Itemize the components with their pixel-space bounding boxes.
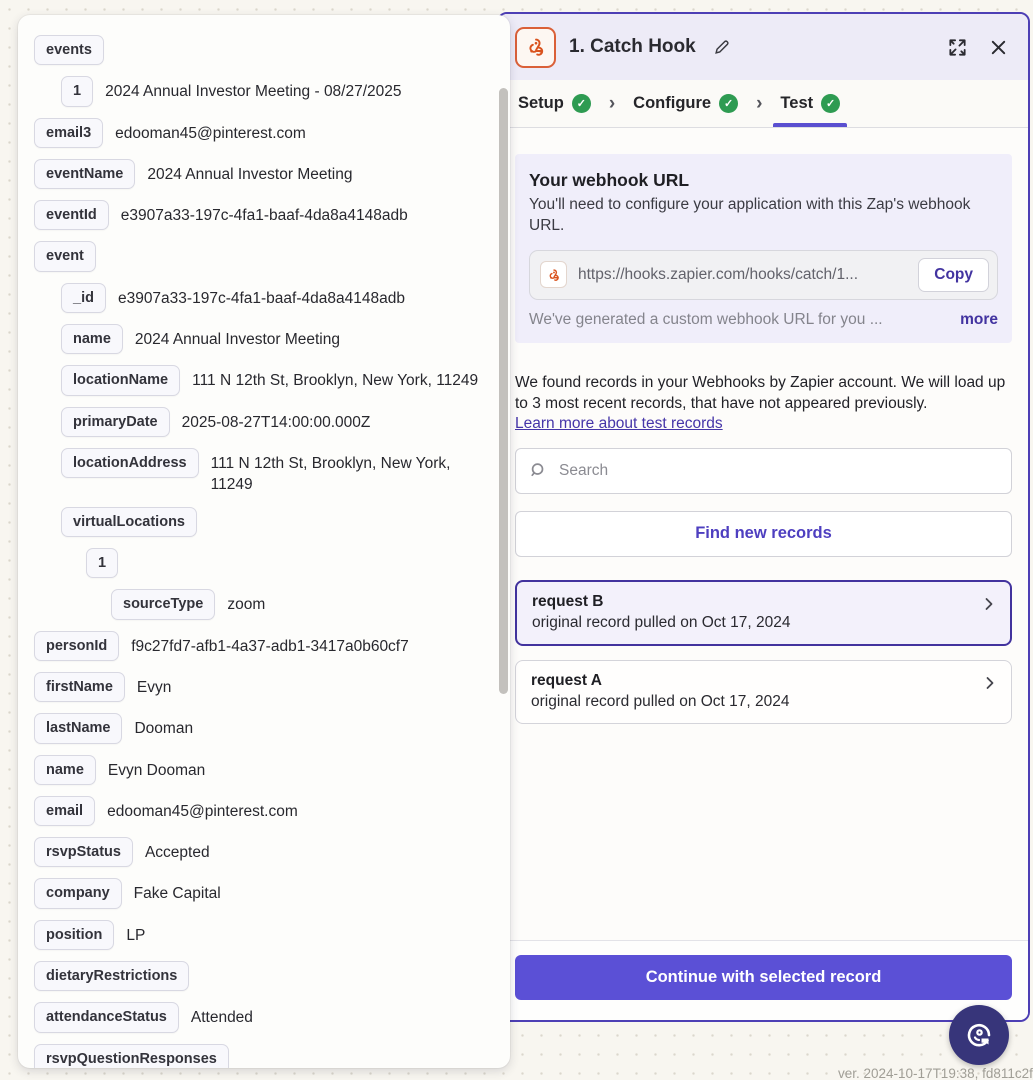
field-key-pill[interactable]: eventId	[34, 200, 109, 230]
record-field-row	[34, 796, 496, 826]
field-key-pill[interactable]: locationAddress	[61, 448, 199, 478]
search-input[interactable]	[559, 462, 998, 480]
record-field-row	[34, 241, 496, 271]
support-chat-button[interactable]	[949, 1005, 1009, 1065]
tab-configure[interactable]	[630, 80, 741, 127]
more-link[interactable]: more	[960, 310, 998, 328]
tab-setup[interactable]	[515, 80, 594, 127]
record-search	[515, 448, 1012, 494]
field-key-pill[interactable]: email	[34, 796, 95, 826]
tab-done-check-icon: ✓	[719, 94, 738, 113]
field-key-pill[interactable]: rsvpStatus	[34, 837, 133, 867]
rename-step-pencil-icon[interactable]	[709, 34, 735, 60]
field-value: f9c27fd7-afb1-4a37-adb1-3417a0b60cf7	[131, 637, 409, 655]
field-value: Evyn Dooman	[107, 761, 206, 779]
record-field-row	[34, 755, 496, 785]
webhook-url-value: https://hooks.zapier.com/hooks/catch/1...	[578, 265, 859, 283]
record-field-row	[34, 76, 496, 106]
tab-test[interactable]	[777, 80, 843, 127]
webhook-url-card	[515, 154, 1012, 343]
record-field-row	[34, 837, 496, 867]
scrollbar-thumb[interactable]	[499, 88, 508, 694]
panel-footer	[499, 940, 1028, 1020]
field-value: zoom	[227, 596, 266, 614]
field-key-pill[interactable]: name	[34, 755, 96, 785]
field-key-pill[interactable]: position	[34, 920, 114, 950]
record-subtitle: original record pulled on Oct 17, 2024	[532, 613, 791, 631]
record-field-row	[34, 200, 496, 230]
webhook-note: We've generated a custom webhook URL for you ...	[529, 310, 883, 328]
test-record-card[interactable]	[515, 580, 1012, 646]
field-key-pill[interactable]: dietaryRestrictions	[34, 961, 189, 991]
field-key-pill[interactable]: lastName	[34, 713, 122, 743]
record-field-row	[34, 35, 496, 65]
record-field-row	[34, 283, 496, 313]
record-field-row	[34, 631, 496, 661]
copy-url-button[interactable]: Copy	[918, 258, 989, 292]
tab-done-check-icon: ✓	[572, 94, 591, 113]
record-field-row	[34, 589, 496, 619]
field-value: 111 N 12th St, Brooklyn, New York, 11249	[210, 454, 451, 494]
field-key-pill[interactable]: events	[34, 35, 104, 65]
field-key-pill[interactable]: attendanceStatus	[34, 1002, 179, 1032]
test-tab-content	[499, 128, 1028, 940]
field-key-pill[interactable]: 1	[86, 548, 118, 578]
field-value: edooman45@pinterest.com	[107, 802, 298, 820]
record-field-row	[34, 324, 496, 354]
record-field-row	[34, 159, 496, 189]
field-key-pill[interactable]: locationName	[61, 365, 180, 395]
field-value: edooman45@pinterest.com	[115, 124, 306, 142]
field-key-pill[interactable]: email3	[34, 118, 103, 148]
record-field-row	[34, 507, 496, 537]
record-field-row	[34, 713, 496, 743]
record-field-row	[34, 407, 496, 437]
field-value: 2024 Annual Investor Meeting	[134, 331, 340, 349]
chevron-right-icon	[982, 675, 998, 691]
record-field-row	[34, 365, 496, 395]
field-key-pill[interactable]: event	[34, 241, 96, 271]
field-value: LP	[126, 926, 146, 944]
field-key-pill[interactable]: firstName	[34, 672, 125, 702]
field-value: e3907a33-197c-4fa1-baaf-4da8a4148adb	[120, 207, 408, 225]
find-new-records-button[interactable]: Find new records	[515, 511, 1012, 557]
field-value: Accepted	[144, 844, 210, 862]
record-title: request A	[531, 671, 602, 689]
tab-label: Configure	[633, 94, 712, 112]
field-value: Attended	[190, 1009, 253, 1027]
tab-separator-chevron-icon: ›	[756, 92, 763, 114]
step-title: 1. Catch Hook	[569, 36, 696, 57]
field-key-pill[interactable]: sourceType	[111, 589, 215, 619]
field-key-pill[interactable]: eventName	[34, 159, 135, 189]
search-icon	[529, 461, 548, 480]
webhook-url-field	[529, 250, 998, 300]
field-value: 2025-08-27T14:00:00.000Z	[181, 413, 371, 431]
expand-panel-button[interactable]	[943, 33, 972, 62]
webhooks-app-icon	[515, 27, 556, 68]
record-field-row	[34, 961, 496, 991]
webhook-url-description: You'll need to configure your application with this Zap's webhook URL.	[529, 196, 971, 234]
record-subtitle: original record pulled on Oct 17, 2024	[531, 692, 790, 710]
chat-agent-icon	[963, 1019, 995, 1051]
field-value: 111 N 12th St, Brooklyn, New York, 11249	[192, 372, 479, 390]
field-value: Dooman	[134, 720, 194, 738]
record-field-row	[34, 548, 496, 578]
tab-done-check-icon: ✓	[821, 94, 840, 113]
webhook-url-heading: Your webhook URL	[529, 170, 690, 190]
record-field-row	[34, 920, 496, 950]
tab-separator-chevron-icon: ›	[608, 92, 616, 114]
step-tabbar	[499, 80, 1028, 128]
field-key-pill[interactable]: _id	[61, 283, 106, 313]
chevron-right-icon	[981, 596, 997, 612]
tab-label: Setup	[518, 94, 564, 112]
webhook-note-row	[529, 311, 998, 329]
learn-more-link[interactable]: Learn more about test records	[515, 414, 723, 432]
field-key-pill[interactable]: 1	[61, 76, 93, 106]
field-key-pill[interactable]: name	[61, 324, 123, 354]
record-field-row	[34, 118, 496, 148]
record-field-row	[34, 1002, 496, 1032]
field-key-pill[interactable]: personId	[34, 631, 119, 661]
field-key-pill[interactable]: rsvpQuestionResponses	[34, 1044, 229, 1068]
record-field-row	[34, 672, 496, 702]
record-field-list	[34, 35, 496, 1068]
field-key-pill[interactable]: company	[34, 878, 122, 908]
record-data-panel	[18, 15, 510, 1068]
continue-with-selected-record-button[interactable]: Continue with selected record	[515, 955, 1012, 1000]
field-value: e3907a33-197c-4fa1-baaf-4da8a4148adb	[117, 289, 405, 307]
field-value: Evyn	[136, 678, 172, 696]
record-field-row	[34, 448, 496, 496]
records-intro-text: We found records in your Webhooks by Zapier account. We will load up to 3 most recent records, that have not appeared previously.	[515, 373, 1006, 413]
test-record-card[interactable]	[515, 660, 1012, 724]
record-field-row	[34, 878, 496, 908]
step-header	[499, 14, 1028, 80]
records-list	[515, 580, 1012, 724]
field-value: 2024 Annual Investor Meeting - 08/27/2025	[105, 83, 402, 101]
close-panel-button[interactable]	[985, 34, 1012, 61]
field-key-pill[interactable]: primaryDate	[61, 407, 170, 437]
record-field-row	[34, 1044, 496, 1068]
field-key-pill[interactable]: virtualLocations	[61, 507, 197, 537]
record-title: request B	[532, 592, 604, 610]
webhook-mini-icon	[540, 261, 567, 288]
field-value: 2024 Annual Investor Meeting	[147, 165, 353, 183]
tab-label: Test	[780, 94, 814, 112]
step-panel-catch-hook	[497, 12, 1030, 1022]
version-text: ver. 2024-10-17T19:38, fd811c2f	[838, 1066, 1033, 1080]
field-value: Fake Capital	[133, 885, 221, 903]
